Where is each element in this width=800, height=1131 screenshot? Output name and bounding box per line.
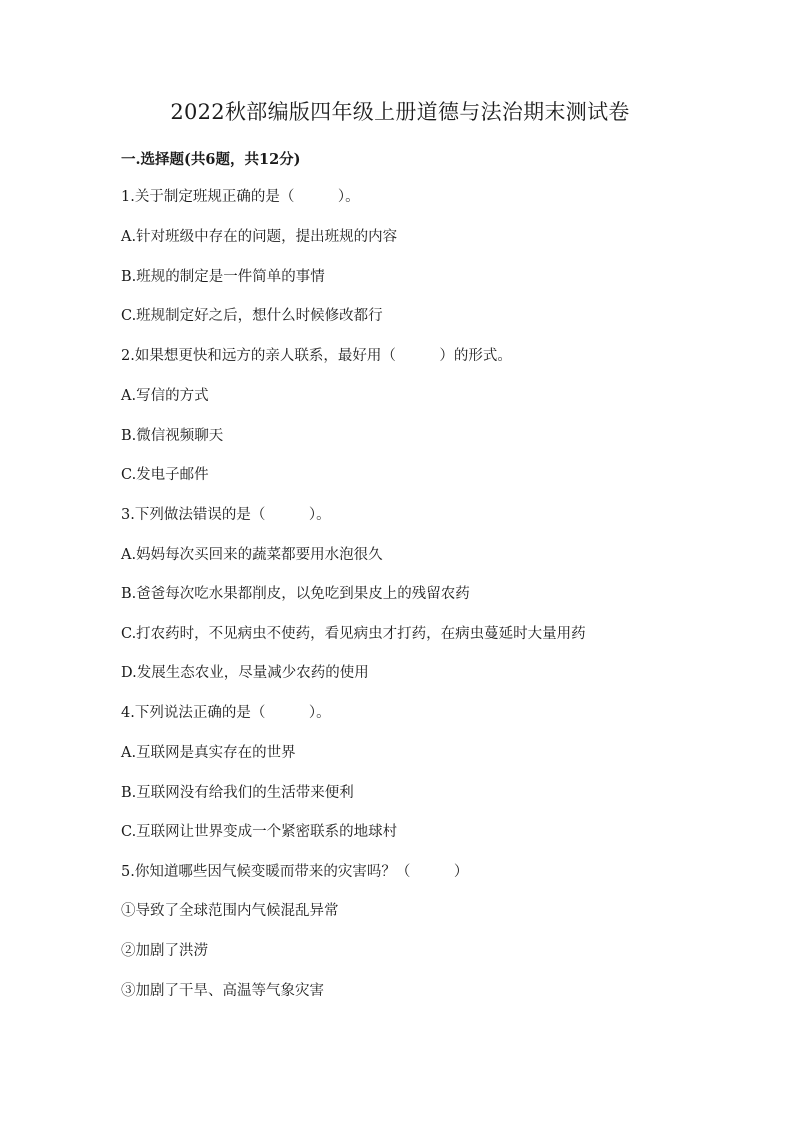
question-1-option-c: C.班规制定好之后，想什么时候修改都行 <box>121 308 383 324</box>
question-3-stem: 3.下列做法错误的是（ ）。 <box>121 507 331 523</box>
question-4-option-a: A.互联网是真实存在的世界 <box>121 745 296 761</box>
question-1-option-b: B.班规的制定是一件简单的事情 <box>121 269 325 285</box>
question-3-option-a: A.妈妈每次买回来的蔬菜都要用水泡很久 <box>121 547 383 563</box>
question-5-item-1: ①导致了全球范围内气候混乱异常 <box>121 903 339 919</box>
question-2-stem: 2.如果想更快和远方的亲人联系，最好用（ ）的形式。 <box>121 348 512 364</box>
question-3-option-b: B.爸爸每次吃水果都削皮，以免吃到果皮上的残留农药 <box>121 586 470 602</box>
question-4-option-c: C.互联网让世界变成一个紧密联系的地球村 <box>121 824 398 840</box>
question-5-stem: 5.你知道哪些因气候变暖而带来的灾害吗？（ ） <box>121 864 469 880</box>
question-1-option-a: A.针对班级中存在的问题，提出班规的内容 <box>121 229 398 245</box>
question-4-option-b: B.互联网没有给我们的生活带来便利 <box>121 785 354 801</box>
page-title: 2022秋部编版四年级上册道德与法治期末测试卷 <box>170 100 630 124</box>
question-2-option-a: A.写信的方式 <box>121 388 209 404</box>
question-5-item-3: ③加剧了干旱、高温等气象灾害 <box>121 983 324 999</box>
question-5-item-2: ②加剧了洪涝 <box>121 943 208 959</box>
question-2-option-b: B.微信视频聊天 <box>121 428 224 444</box>
section-heading: 一.选择题(共6题，共12分) <box>121 151 301 168</box>
question-3-option-d: D.发展生态农业，尽量减少农药的使用 <box>121 665 369 681</box>
question-1-stem: 1.关于制定班规正确的是（ ）。 <box>121 189 360 205</box>
question-4-stem: 4.下列说法正确的是（ ）。 <box>121 705 331 721</box>
question-3-option-c: C.打农药时，不见病虫不使药，看见病虫才打药，在病虫蔓延时大量用药 <box>121 626 586 642</box>
question-2-option-c: C.发电子邮件 <box>121 467 209 483</box>
